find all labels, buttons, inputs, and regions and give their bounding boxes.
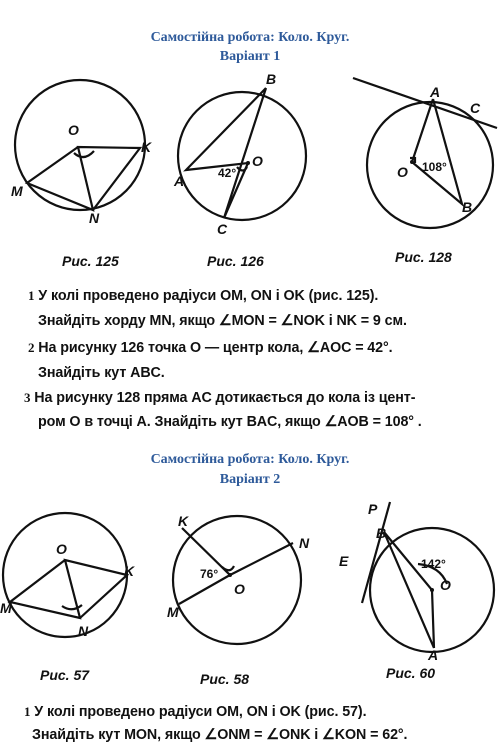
v1-task-2-number: 2 xyxy=(28,340,35,355)
figure-125 xyxy=(11,80,152,269)
fig60-label-e: E xyxy=(339,553,349,569)
fig128-angle: 108° xyxy=(422,160,447,174)
fig126-angle: 42° xyxy=(218,166,237,180)
fig58-label-k: K xyxy=(178,513,189,529)
fig60-caption: Рис. 60 xyxy=(386,665,436,681)
fig58-caption: Рис. 58 xyxy=(200,671,250,687)
v1-task-3-number: 3 xyxy=(24,390,31,405)
v2-task-1-line-1 xyxy=(24,704,500,720)
fig126-caption: Рис. 126 xyxy=(207,253,264,269)
fig58-label-o: O xyxy=(234,581,245,597)
fig60-label-b: B xyxy=(376,525,387,541)
fig60-angle: 142° xyxy=(421,557,446,571)
fig57-label-o: O xyxy=(56,541,67,557)
fig57-label-m: M xyxy=(0,600,12,616)
fig125-caption: Рис. 125 xyxy=(62,253,119,269)
variant-1-title: Самостійна робота: Коло. Круг. xyxy=(150,30,350,45)
fig60-label-o: O xyxy=(440,577,451,593)
fig57-label-k: K xyxy=(124,563,135,579)
v1-task-1-text-1: У колі проведено радіуси OM, ON і OK (рис. 125). xyxy=(38,288,379,304)
fig58-angle: 76° xyxy=(200,567,219,581)
fig57-caption: Рис. 57 xyxy=(40,667,90,683)
v1-task-3-text-1: На рисунку 128 пряма AC дотикається до кола із цент- xyxy=(34,390,416,406)
fig60-label-p: P xyxy=(368,501,378,517)
fig128-label-a: A xyxy=(430,84,441,100)
v1-task-2-line-2: Знайдіть кут ABC. xyxy=(38,365,165,381)
fig125-label-o: O xyxy=(68,122,79,138)
v1-task-3-line-1 xyxy=(24,390,500,406)
fig126-label-a: A xyxy=(174,173,185,189)
v1-task-2-line-1 xyxy=(28,340,500,356)
fig60-label-a: A xyxy=(428,647,439,663)
v1-task-1-line-1 xyxy=(28,288,500,304)
figure-126 xyxy=(173,71,306,269)
variant-2-subtitle: Варіант 2 xyxy=(219,472,281,487)
fig128-caption: Рис. 128 xyxy=(395,249,452,265)
v1-task-1-line-2: Знайдіть хорду MN, якщо ∠MON = ∠NOK і NK = 9 см. xyxy=(38,313,407,329)
fig58-label-n: N xyxy=(299,535,310,551)
v2-task-1-line-2: Знайдіть кут MON, якщо ∠ONM = ∠ONK і ∠KON = 62°. xyxy=(32,727,408,743)
fig125-label-n: N xyxy=(89,210,100,226)
figure-60 xyxy=(339,501,494,681)
v2-task-1-number: 1 xyxy=(24,704,31,719)
fig126-label-c: C xyxy=(217,221,228,237)
fig128-label-b: B xyxy=(462,199,473,215)
fig57-label-n: N xyxy=(78,623,89,639)
fig128-label-o: O xyxy=(397,164,408,180)
figure-58 xyxy=(167,513,310,687)
v2-task-1-text-1: У колі проведено радіуси OM, ON і OK (рис. 57). xyxy=(34,704,367,720)
v1-task-2-text-1: На рисунку 126 точка O — центр кола, ∠AOC = 42°. xyxy=(38,340,393,356)
fig126-label-o: O xyxy=(252,153,263,169)
v1-task-3-line-2: ром O в точці A. Знайдіть кут BAC, якщо ∠AOB = 108° . xyxy=(38,414,422,430)
variant-1-subtitle: Варіант 1 xyxy=(219,49,281,64)
figure-128 xyxy=(353,78,497,265)
v1-task-1-number: 1 xyxy=(28,288,35,303)
fig125-label-k: K xyxy=(141,139,152,155)
fig128-label-c: C xyxy=(470,100,481,116)
figure-57 xyxy=(0,513,135,683)
fig125-label-m: M xyxy=(11,183,23,199)
fig126-label-b: B xyxy=(266,71,277,87)
variant-2-title: Самостійна робота: Коло. Круг. xyxy=(150,452,350,467)
fig58-label-m: M xyxy=(167,604,179,620)
